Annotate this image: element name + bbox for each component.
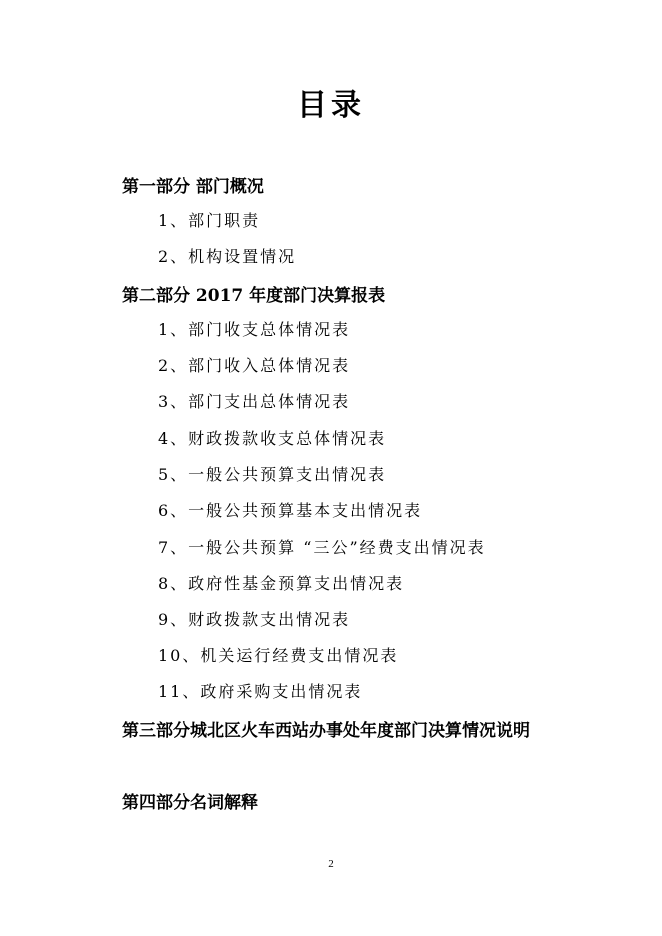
toc-part2-item-2: 2、部门收入总体情况表	[158, 356, 351, 375]
toc-part2-heading: 第二部分 2017 年度部门决算报表	[122, 286, 386, 306]
toc-part2-item-9: 9、财政拨款支出情况表	[158, 610, 351, 629]
toc-part2-item-5: 5、一般公共预算支出情况表	[158, 465, 387, 484]
page-title: 目录	[297, 88, 365, 123]
toc-part4-heading: 第四部分名词解释	[122, 793, 258, 813]
toc-part2-item-3: 3、部门支出总体情况表	[158, 392, 351, 411]
toc-part2-item-7: 7、一般公共预算 “三公”经费支出情况表	[158, 538, 486, 557]
toc-part2-item-4: 4、财政拨款收支总体情况表	[158, 429, 387, 448]
toc-part2-item-8: 8、政府性基金预算支出情况表	[158, 574, 405, 593]
toc-part2-item-6: 6、一般公共预算基本支出情况表	[158, 501, 423, 520]
toc-part2-item-11: 11、政府采购支出情况表	[158, 682, 363, 701]
toc-part1-item-1: 1、部门职责	[158, 211, 261, 230]
toc-part1-heading: 第一部分 部门概况	[122, 177, 264, 197]
toc-part1-item-2: 2、机构设置情况	[158, 247, 297, 266]
toc-part2-item-1: 1、部门收支总体情况表	[158, 320, 351, 339]
page-number: 2	[328, 858, 334, 870]
toc-part2-item-10: 10、机关运行经费支出情况表	[158, 646, 399, 665]
toc-part3-heading: 第三部分城北区火车西站办事处年度部门决算情况说明	[122, 721, 530, 741]
